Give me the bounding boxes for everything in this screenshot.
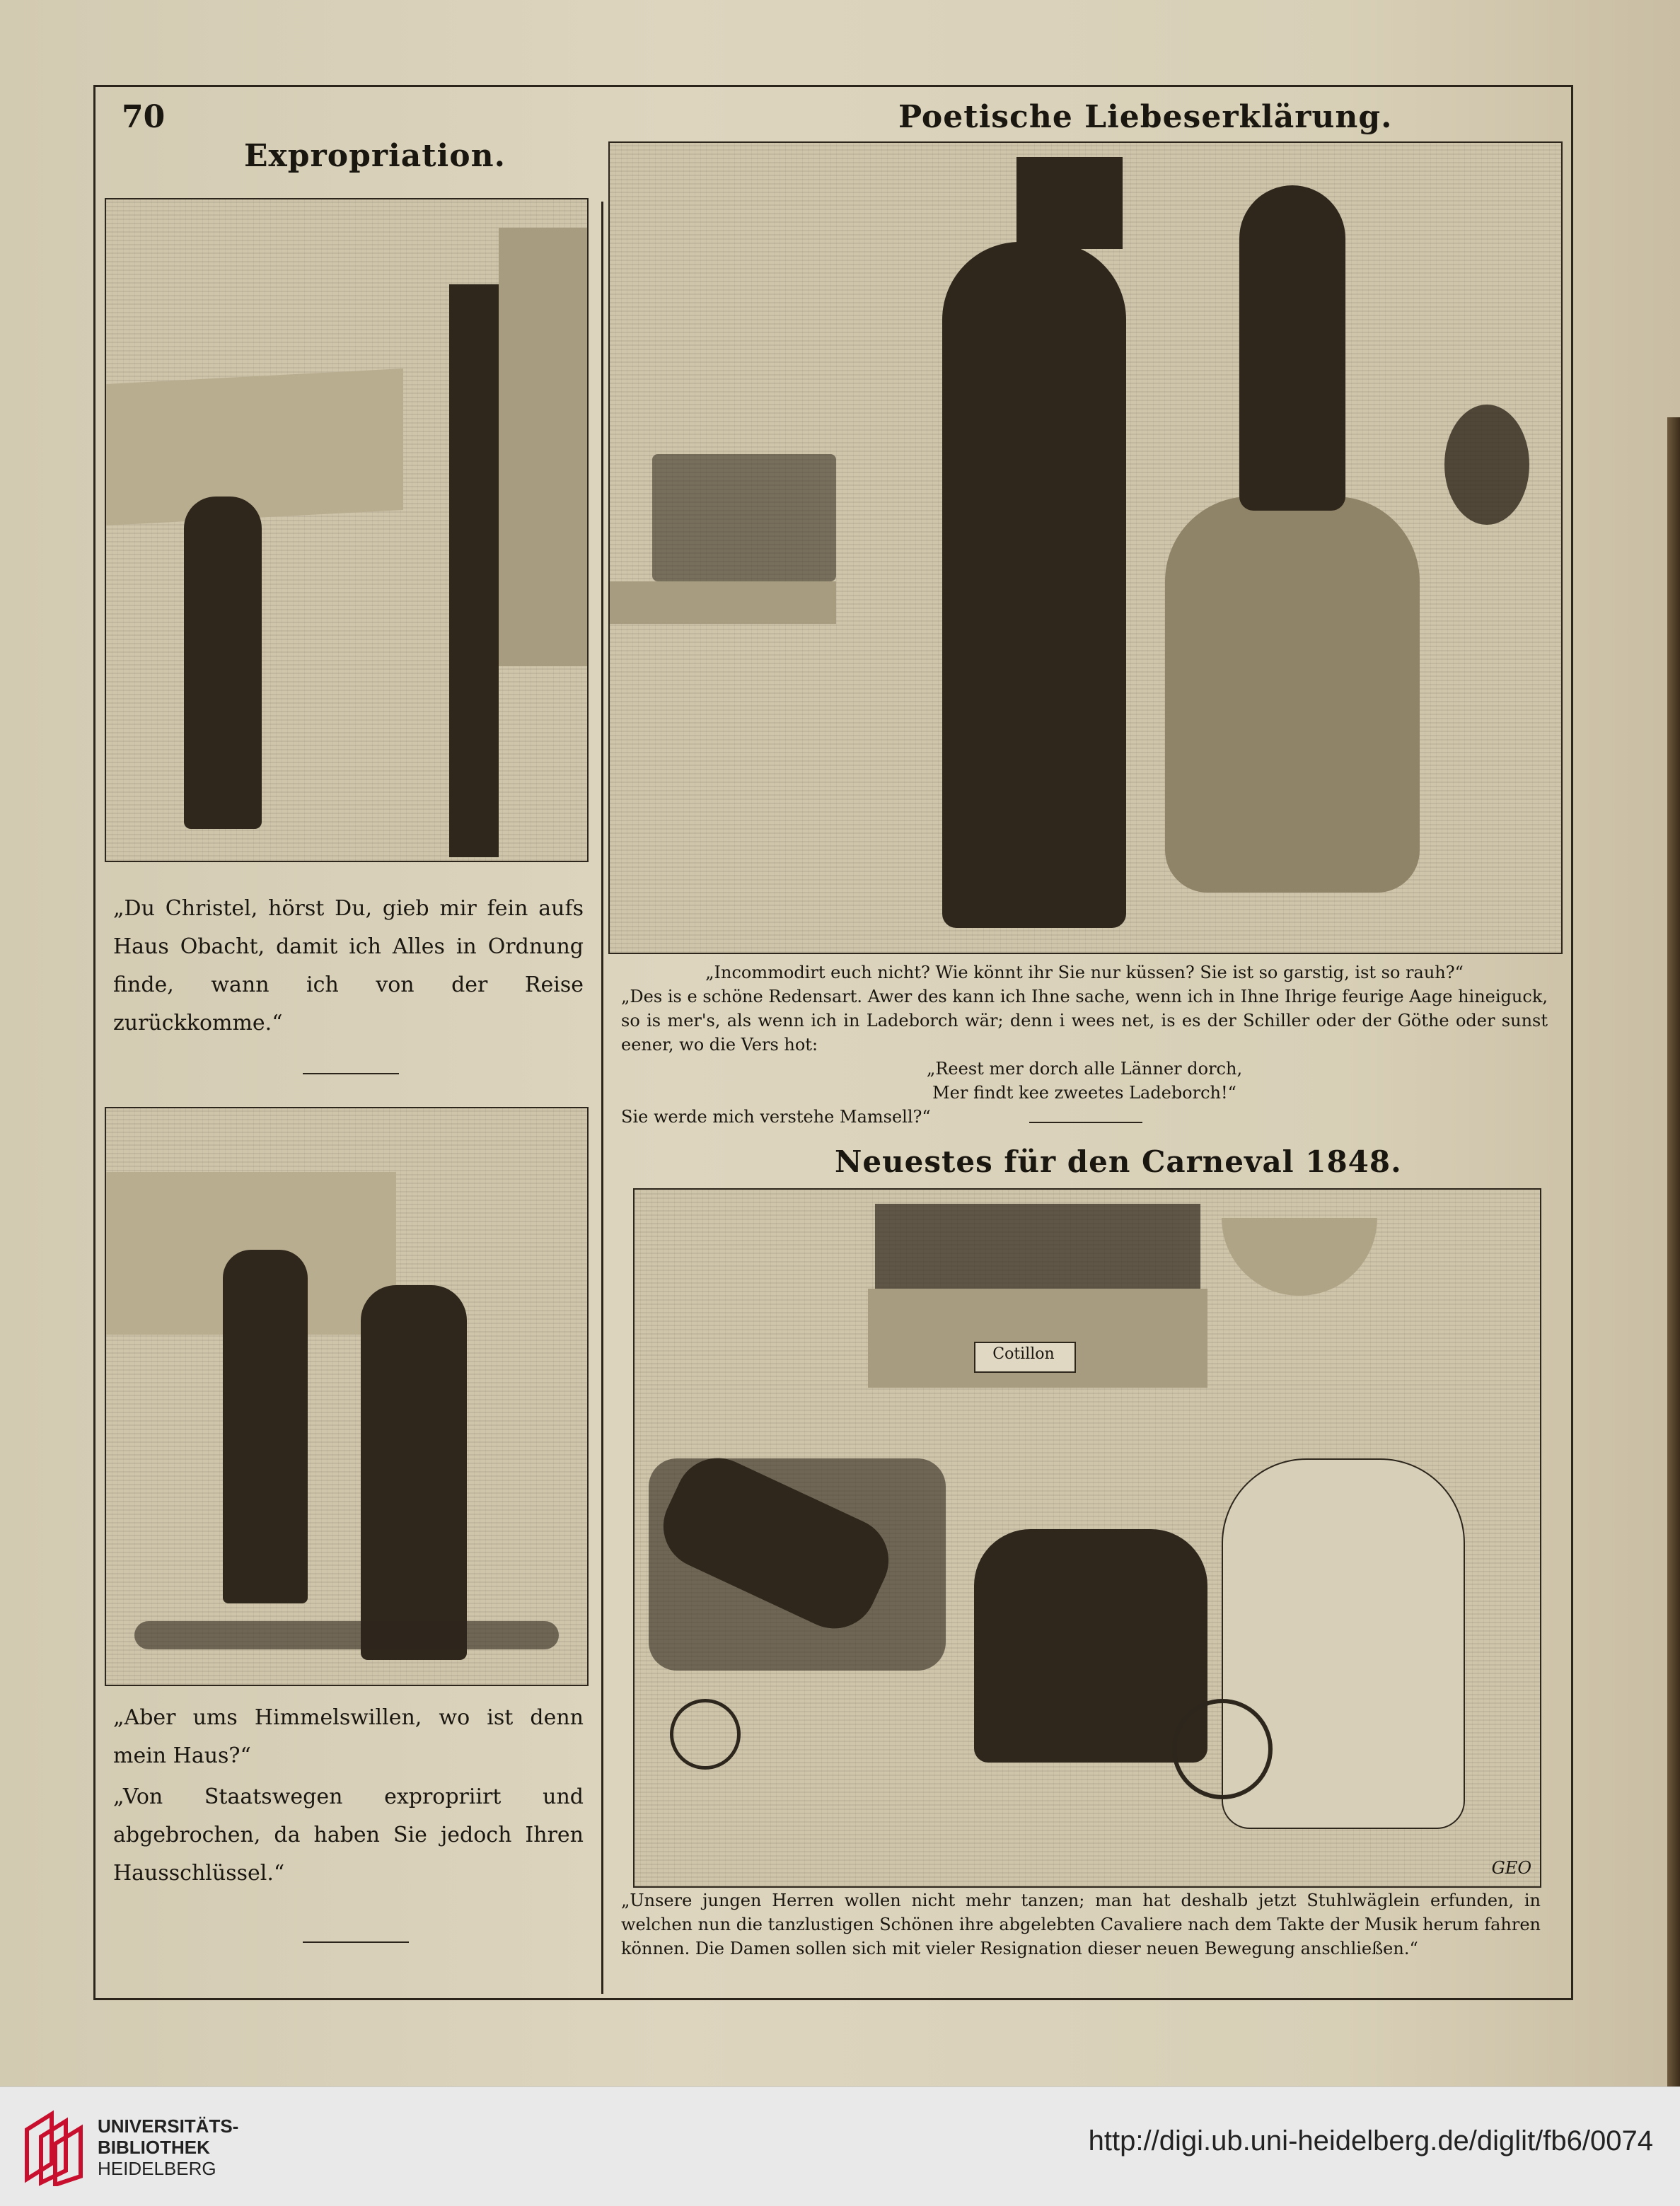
caption-expropriation-1 xyxy=(113,890,584,1043)
separator-left-2 xyxy=(303,1941,409,1943)
post-pillar xyxy=(449,284,499,857)
library-name[interactable] xyxy=(98,2115,238,2179)
basket xyxy=(1444,405,1529,525)
seated-gentleman xyxy=(974,1529,1207,1763)
library-name-line-2: BIBLIOTHEK xyxy=(98,2137,210,2158)
house-roof xyxy=(106,368,403,526)
column-divider xyxy=(601,202,603,1994)
artist-signature: GEO xyxy=(1491,1858,1531,1878)
gentleman-figure xyxy=(942,242,1126,928)
illustration-expropriation-2 xyxy=(105,1107,589,1686)
caption-text: „Du Christel, hörst Du, gieb mir fein aufs Haus Obacht, damit ich Alles in Ordnung finde, wann ich von der Reise zurückkomme.“ xyxy=(113,896,584,1035)
library-name-line-3: HEIDELBERG xyxy=(98,2158,216,2179)
caption-question: „Aber ums Himmelswillen, wo ist denn mein Haus?“ xyxy=(113,1705,584,1768)
verse-line-1: „Reest mer dorch alle Länner dorch, xyxy=(926,1059,1243,1079)
library-name-line-1: UNIVERSITÄTS- xyxy=(98,2115,239,2137)
page-number: 70 xyxy=(122,99,166,135)
illustration-carnival xyxy=(633,1188,1541,1888)
caption-line-2: „Des is e schöne Redensart. Awer des kann ich Ihne sache, wenn ich in Ihne Ihrige feurige Aage hineiguck, so is mer's, als wenn ich in Ladeborch wär; denn i wees net, is es der Schiller oder der Göthe oder sunst eener, wo die Vers hot: xyxy=(621,987,1548,1055)
right-title-1: Poetische Liebeserklärung. xyxy=(898,99,1393,135)
chandelier xyxy=(1222,1218,1377,1296)
caption-end: Sie werde mich verstehe Mamsell?“ xyxy=(621,1107,931,1127)
verse-line-2: Mer findt kee zweetes Ladeborch!“ xyxy=(932,1083,1236,1103)
locomotive xyxy=(652,454,836,581)
traveller-figure-2 xyxy=(361,1285,467,1660)
sign-text: Cotillon xyxy=(992,1345,1055,1363)
library-logo-icon[interactable] xyxy=(20,2108,88,2186)
caption-love-declaration xyxy=(621,960,1548,1129)
document-url-link[interactable]: http://digi.ub.uni-heidelberg.de/diglit/fb6/0074 xyxy=(1088,2125,1653,2156)
rubble xyxy=(134,1621,559,1649)
caption-expropriation-2 xyxy=(113,1699,584,1893)
illustration-love-declaration xyxy=(608,141,1563,954)
left-title: Expropriation. xyxy=(244,138,506,174)
caption-carnival xyxy=(621,1888,1541,1961)
wheelchair-wheel xyxy=(1172,1699,1273,1799)
book-edge xyxy=(1667,417,1680,2086)
traveller-figure xyxy=(184,497,262,829)
right-title-2: Neuestes für den Carneval 1848. xyxy=(835,1144,1402,1179)
illustration-expropriation-1 xyxy=(105,198,589,862)
top-hat xyxy=(1016,157,1123,249)
separator-right xyxy=(1029,1122,1142,1123)
gendarme-figure xyxy=(223,1250,308,1603)
caption-text: „Unsere jungen Herren wollen nicht mehr tanzen; man hat deshalb jetzt Stuhlwäglein erfunden, in welchen nun die tanzlustigen Schönen ihre abgelebten Cavaliere nach dem Takte der Musik herum fahren können. Die Damen sollen sich mit vieler Resignation dieser neuen Bewegung anschließen.“ xyxy=(621,1891,1541,1958)
caption-line-1: „Incommodirt euch nicht? Wie könnt ihr Sie nur küssen? Sie ist so garstig, ist so rauh?“ xyxy=(705,963,1464,982)
wheelchair-wheel-2 xyxy=(670,1699,741,1770)
woman-figure xyxy=(1239,185,1345,511)
woman-dress xyxy=(1165,497,1420,893)
orchestra-gallery xyxy=(868,1289,1207,1388)
musicians xyxy=(875,1204,1200,1289)
library-footer xyxy=(0,2086,1680,2206)
building-wall xyxy=(499,228,587,666)
caption-answer: „Von Staatswegen expropriirt und abgebrochen, da haben Sie jedoch Ihren Hausschlüssel.“ xyxy=(113,1784,584,1886)
railway-viaduct xyxy=(610,581,836,624)
separator-left-1 xyxy=(303,1073,399,1074)
